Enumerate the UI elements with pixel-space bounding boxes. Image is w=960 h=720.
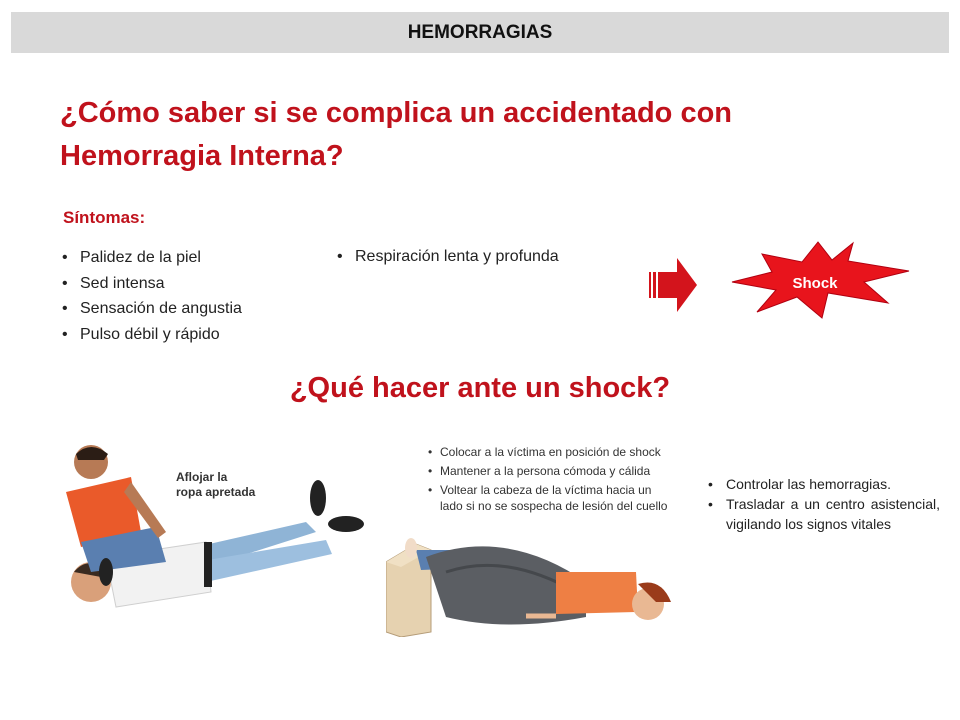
page-title: HEMORRAGIAS bbox=[407, 21, 553, 43]
shock-label: Shock bbox=[792, 275, 838, 292]
step-item: • Colocar a la víctima en posición de shock bbox=[428, 444, 688, 460]
loosen-clothes-illustration bbox=[46, 432, 386, 632]
symptoms-list-right bbox=[335, 244, 559, 270]
step-item: • Mantener a la persona cómoda y cálida bbox=[428, 463, 688, 479]
symptom-item: • Pulso débil y rápido bbox=[60, 322, 242, 348]
actions-list bbox=[706, 474, 940, 534]
loosen-clothes-caption bbox=[176, 470, 255, 500]
header-bar bbox=[11, 12, 949, 53]
symptoms-list-left bbox=[60, 245, 242, 347]
symptom-item: • Palidez de la piel bbox=[60, 245, 242, 271]
right-arrow-icon bbox=[649, 258, 699, 313]
action-item: • Trasladar a un centro asistencial, vigilando los signos vitales bbox=[706, 494, 940, 534]
shock-steps-list bbox=[428, 444, 688, 517]
symptom-item: • Sed intensa bbox=[60, 271, 242, 297]
symptom-item: • Respiración lenta y profunda bbox=[335, 244, 559, 270]
symptom-item: • Sensación de angustia bbox=[60, 296, 242, 322]
main-question: ¿Cómo saber si se complica un accidentado con Hemorragia Interna? bbox=[60, 97, 733, 172]
step-item: • Voltear la cabeza de la víctima hacia un lado si no se sospecha de lesión del cuello bbox=[428, 482, 675, 514]
caption-line: Aflojar la bbox=[176, 470, 228, 484]
symptoms-title: Síntomas: bbox=[63, 208, 146, 227]
action-item: • Controlar las hemorragias. bbox=[706, 474, 940, 494]
shock-question: ¿Qué hacer ante un shock? bbox=[289, 372, 671, 404]
caption-line: ropa apretada bbox=[176, 485, 256, 499]
